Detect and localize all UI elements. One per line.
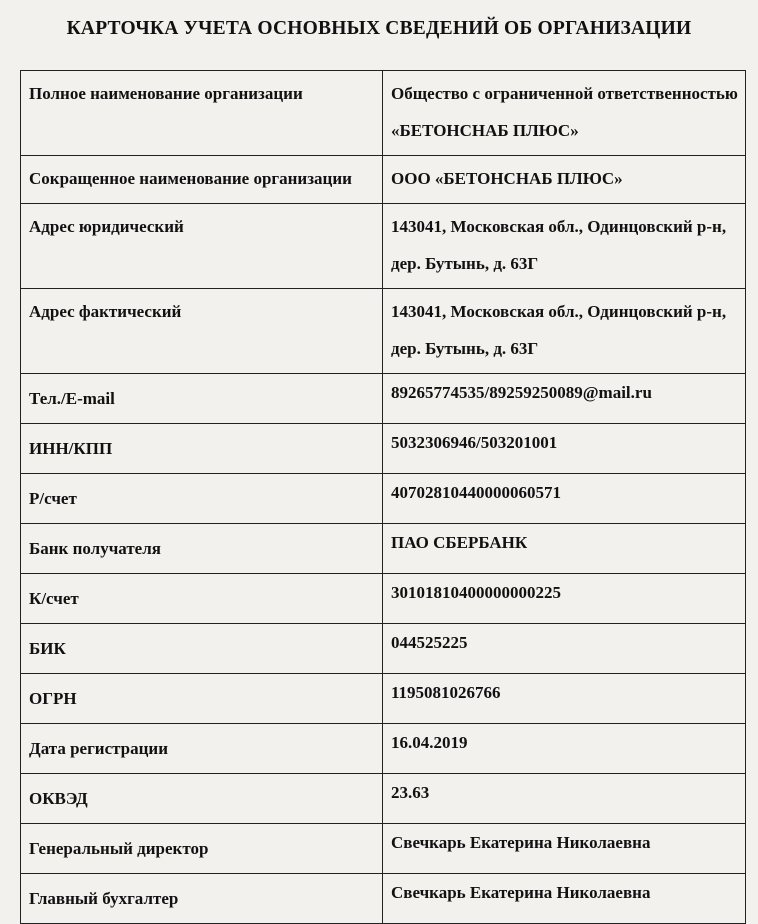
table-row: [21, 774, 746, 824]
row-label: Дата регистрации: [21, 724, 383, 774]
table-row: [21, 204, 746, 289]
row-value: 89265774535/89259250089@mail.ru: [383, 374, 746, 424]
table-row: [21, 289, 746, 374]
row-label: Р/счет: [21, 474, 383, 524]
row-label: Сокращенное наименование организации: [21, 156, 383, 204]
table-row: [21, 824, 746, 874]
row-label: ОГРН: [21, 674, 383, 724]
organization-info-table: [20, 70, 746, 924]
row-value: Общество с ограниченной ответственностью «БЕТОНСНАБ ПЛЮС»: [383, 71, 746, 156]
row-value: Свечкарь Екатерина Николаевна: [383, 874, 746, 924]
table-row: [21, 156, 746, 204]
table-row: [21, 574, 746, 624]
row-value: 1195081026766: [383, 674, 746, 724]
row-label: Полное наименование организации: [21, 71, 383, 156]
table-row: [21, 374, 746, 424]
document-title: КАРТОЧКА УЧЕТА ОСНОВНЫХ СВЕДЕНИЙ ОБ ОРГАНИЗАЦИИ: [66, 18, 692, 39]
row-label: Генеральный директор: [21, 824, 383, 874]
table-row: [21, 71, 746, 156]
table-row: [21, 724, 746, 774]
table-row: [21, 674, 746, 724]
table-row: [21, 874, 746, 924]
row-value: 30101810400000000225: [383, 574, 746, 624]
row-value: 16.04.2019: [383, 724, 746, 774]
row-value: ПАО СБЕРБАНК: [383, 524, 746, 574]
row-label: БИК: [21, 624, 383, 674]
row-label: Главный бухгалтер: [21, 874, 383, 924]
table-row: [21, 524, 746, 574]
row-label: ОКВЭД: [21, 774, 383, 824]
row-value: 5032306946/503201001: [383, 424, 746, 474]
row-label: Адрес юридический: [21, 204, 383, 289]
row-value: 143041, Московская обл., Одинцовский р-н, дер. Бутынь, д. 63Г: [383, 204, 746, 289]
row-value: 044525225: [383, 624, 746, 674]
table-row: [21, 474, 746, 524]
row-label: Банк получателя: [21, 524, 383, 574]
row-label: К/счет: [21, 574, 383, 624]
row-label: Тел./E-mail: [21, 374, 383, 424]
row-value: 40702810440000060571: [383, 474, 746, 524]
table-row: [21, 624, 746, 674]
row-value: 23.63: [383, 774, 746, 824]
table-row: [21, 424, 746, 474]
row-label: ИНН/КПП: [21, 424, 383, 474]
row-value: Свечкарь Екатерина Николаевна: [383, 824, 746, 874]
row-value: ООО «БЕТОНСНАБ ПЛЮС»: [383, 156, 746, 204]
row-value: 143041, Московская обл., Одинцовский р-н, дер. Бутынь, д. 63Г: [383, 289, 746, 374]
row-label: Адрес фактический: [21, 289, 383, 374]
